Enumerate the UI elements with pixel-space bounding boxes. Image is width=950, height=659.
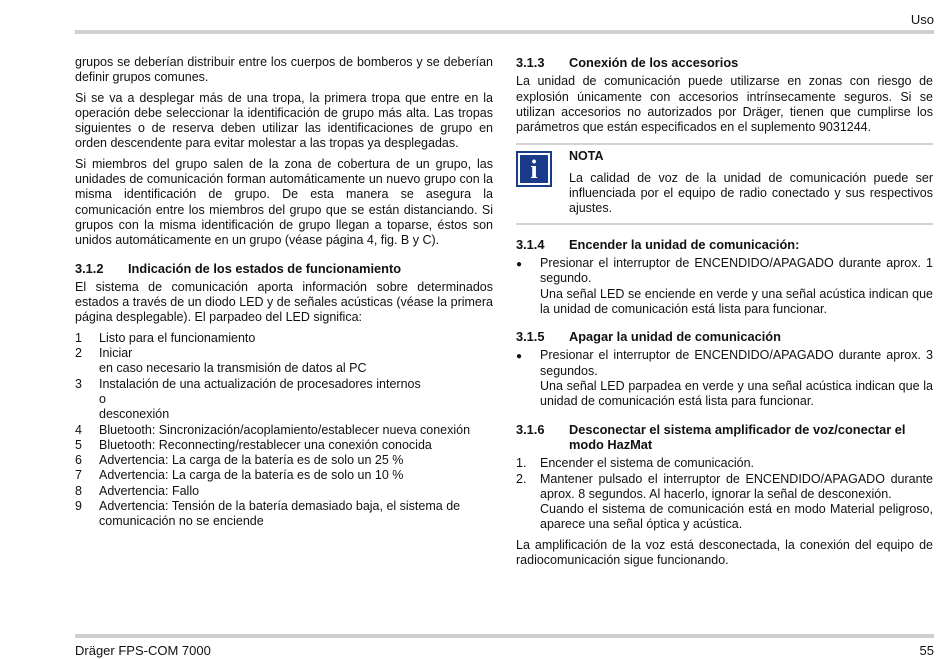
section-number: 3.1.2 <box>75 260 104 276</box>
section-number: 3.1.5 <box>516 329 545 345</box>
section-heading-3-1-3 <box>516 55 933 70</box>
section-heading-3-1-4 <box>516 237 933 252</box>
footer-product: Dräger FPS-COM 7000 <box>75 643 211 658</box>
section-number: 3.1.6 <box>516 421 545 437</box>
list-item: 3 Instalación de una actualización de procesadores internos o desconexión <box>75 376 421 422</box>
list-item: 7 Advertencia: La carga de la batería es de solo un 10 % <box>75 468 404 483</box>
list-item: 2 Iniciar en caso necesario la transmisión de datos al PC <box>75 346 367 376</box>
list-item: 1 Listo para el funcionamiento <box>75 330 256 345</box>
list-item: 1. Encender el sistema de comunicación. <box>516 456 755 471</box>
note-text: La calidad de voz de la unidad de comunicación puede ser influenciada por el equipo de radio conectado y sus respectivos ajustes. <box>569 170 933 216</box>
list-item: 5 Bluetooth: Reconnecting/restablecer una conexión conocida <box>75 437 432 452</box>
section-number: 3.1.4 <box>516 236 545 252</box>
list-item: 4 Bluetooth: Sincronización/acoplamiento/establecer nueva conexión <box>75 422 471 437</box>
info-icon: i <box>516 151 552 187</box>
section-heading-3-1-6 <box>516 422 933 453</box>
list-item: 8 Advertencia: Fallo <box>75 483 200 498</box>
section-title: Encender la unidad de comunicación: <box>569 236 800 252</box>
paragraph: El sistema de comunicación aporta información sobre determinados estados a través de un diodo LED y de señales acústicas (véase la primera página desplegable). El parpadeo del LED significa: <box>75 279 493 325</box>
page-number: 55 <box>919 643 934 658</box>
paragraph: Si miembros del grupo salen de la zona de cobertura de un grupo, las unidades de comunicación forman automáticamente un nuevo grupo con la misma identificación de grupo. De esta manera se asegura la comunicación entre los miembros del grupo que se están distanciando. Si grupos con la misma identificación de grupo llegan a toparse, éstos son unidos automáticamente en un grupo (véase página 4, fig. B y C). <box>75 156 493 248</box>
left-column <box>75 55 493 530</box>
bullet-item: ● Presionar el interruptor de ENCENDIDO/APAGADO durante aprox. 1 segundo. Una señal LED se enciende en verde y una señal acústica indican que la unidad de comunicación está lista para funcionar. <box>516 255 933 316</box>
bullet-icon: ● <box>516 258 523 270</box>
section-title: Indicación de los estados de funcionamiento <box>128 260 402 276</box>
section-number: 3.1.3 <box>516 55 545 70</box>
bullet-icon: ● <box>516 351 523 363</box>
running-header: Uso <box>910 12 934 27</box>
section-title: Apagar la unidad de comunicación <box>569 329 781 345</box>
paragraph: Si se va a desplegar más de una tropa, la primera tropa que entre en la operación debe seleccionar la identificación de grupo más alta. Las tropas siguientes o de reserva deben utilizar las identificaciones de grupo en orden descendente para evitar molestar a las tropas ya desplegadas. <box>75 90 493 151</box>
footer-rule <box>75 634 934 638</box>
list-item: 6 Advertencia: La carga de la batería es de solo un 25 % <box>75 453 404 468</box>
note-box <box>516 143 933 224</box>
paragraph: La unidad de comunicación puede utilizarse en zonas con riesgo de explosión únicamente con accesorios intrínsecamente seguros. Si se utilizan accesorios no autorizados por Dräger, tienen que cumplirse los parámetros que están especificados en el suplemento 9031244. <box>516 74 933 135</box>
bullet-item: ● Presionar el interruptor de ENCENDIDO/APAGADO durante aprox. 3 segundos. Una señal LED parpadea en verde y una señal acústica indican que la unidad de comunicación está lista para funcionar. <box>516 348 933 409</box>
note-title: NOTA <box>569 149 604 164</box>
right-column <box>516 55 933 573</box>
section-heading-3-1-5 <box>516 329 933 344</box>
led-status-list <box>75 331 493 530</box>
section-title: Desconectar el sistema amplificador de voz/conectar el modo HazMat <box>569 421 906 452</box>
list-item: 2. Mantener pulsado el interruptor de ENCENDIDO/APAGADO durante aprox. 8 segundos. Al hacerlo, ignorar la señal de desconexión. Cuando el sistema de comunicación está en modo Material peligroso, aparece una señal óptica y acústica. <box>516 471 933 532</box>
paragraph: grupos se deberían distribuir entre los cuerpos de bomberos y se deberían definir grupos comunes. <box>75 55 493 85</box>
list-item: 9 Advertencia: Tensión de la batería demasiado baja, el sistema de comunicación no se enciende <box>75 499 461 529</box>
section-heading-3-1-2 <box>75 261 493 276</box>
section-title: Conexión de los accesorios <box>569 55 739 70</box>
header-rule <box>75 30 934 34</box>
paragraph: La amplificación de la voz está desconectada, la conexión del equipo de radiocomunicación sigue funcionando. <box>516 537 933 568</box>
